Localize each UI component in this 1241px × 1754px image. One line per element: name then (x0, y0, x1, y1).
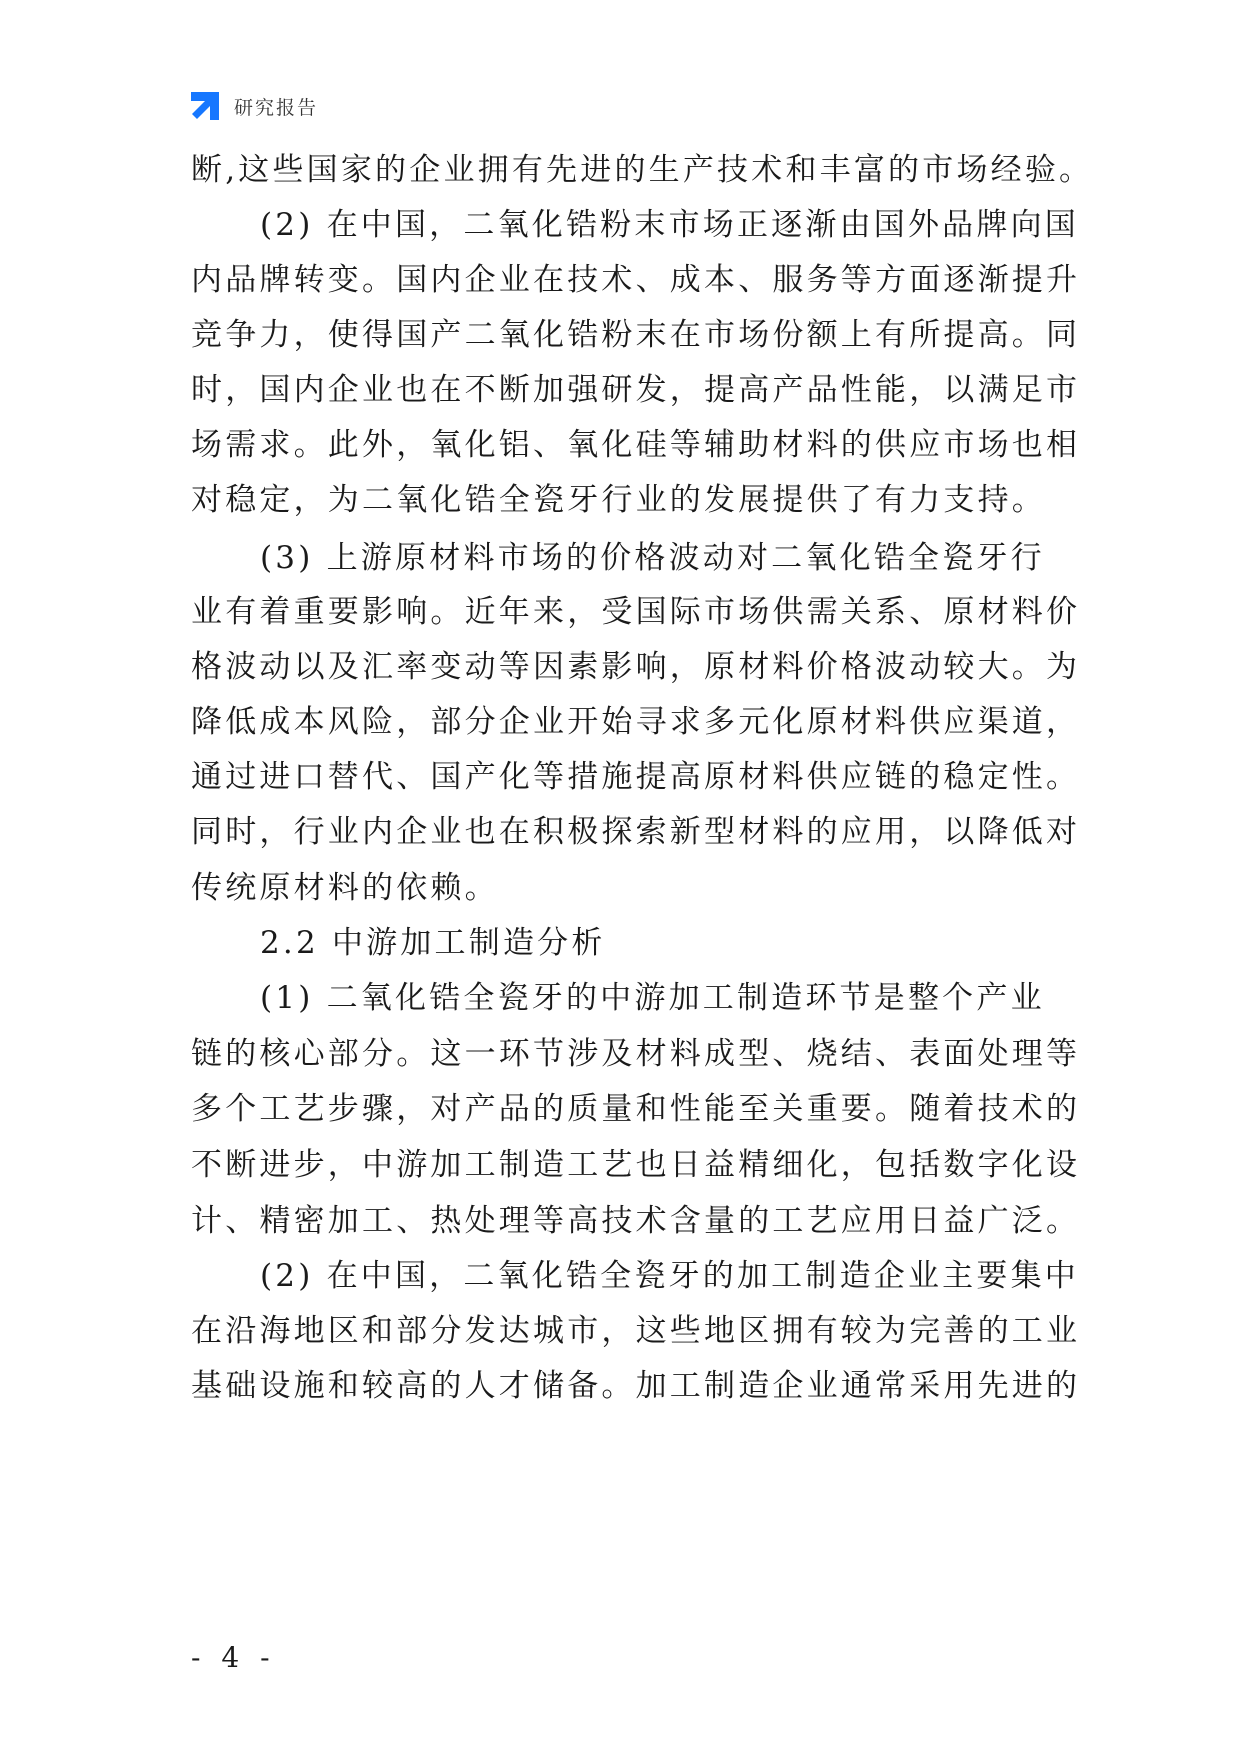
paragraph-line: 链的核心部分。这一环节涉及材料成型、烧结、表面处理等 (191, 1036, 1081, 1072)
page-number: - 4 - (191, 1641, 276, 1674)
paragraph-line: 不断进步，中游加工制造工艺也日益精细化，包括数字化设 (191, 1147, 1081, 1183)
section-heading: 2.2 中游加工制造分析 (260, 925, 606, 961)
paragraph-line: 竞争力，使得国产二氧化锆粉末在市场份额上有所提高。同 (191, 317, 1081, 353)
header-title: 研究报告 (234, 96, 319, 119)
paragraph-line: (1) 二氧化锆全瓷牙的中游加工制造环节是整个产业 (260, 980, 1045, 1016)
paragraph-line: 格波动以及汇率变动等因素影响，原材料价格波动较大。为 (191, 649, 1081, 685)
paragraph-line: 传统原材料的依赖。 (191, 870, 499, 906)
paragraph-line: 场需求。此外，氧化铝、氧化硅等辅助材料的供应市场也相 (191, 427, 1081, 463)
paragraph-line: 基础设施和较高的人才储备。加工制造企业通常采用先进的 (191, 1368, 1081, 1404)
report-header (188, 88, 318, 124)
paragraph-line: (2) 在中国，二氧化锆全瓷牙的加工制造企业主要集中 (260, 1258, 1079, 1294)
paragraph-line: 对稳定，为二氧化锆全瓷牙行业的发展提供了有力支持。 (191, 482, 1046, 518)
paragraph-line: 通过进口替代、国产化等措施提高原材料供应链的稳定性。 (191, 759, 1081, 795)
paragraph-line: 内品牌转变。国内企业在技术、成本、服务等方面逐渐提升 (191, 262, 1081, 298)
paragraph-line: 多个工艺步骤，对产品的质量和性能至关重要。随着技术的 (191, 1091, 1081, 1127)
paragraph-line: 在沿海地区和部分发达城市，这些地区拥有较为完善的工业 (191, 1313, 1081, 1349)
paragraph-line: 时，国内企业也在不断加强研发，提高产品性能，以满足市 (191, 372, 1081, 408)
paragraph-line: (2) 在中国，二氧化锆粉末市场正逐渐由国外品牌向国 (260, 207, 1079, 243)
paragraph-line: 同时，行业内企业也在积极探索新型材料的应用，以降低对 (191, 814, 1081, 850)
paragraph-line: 业有着重要影响。近年来，受国际市场供需关系、原材料价 (191, 594, 1081, 630)
arrow-up-right-icon (188, 89, 222, 123)
paragraph-line: 降低成本风险，部分企业开始寻求多元化原材料供应渠道， (191, 704, 1081, 740)
paragraph-line: (3) 上游原材料市场的价格波动对二氧化锆全瓷牙行 (260, 540, 1045, 576)
paragraph-line: 断,这些国家的企业拥有先进的生产技术和丰富的市场经验。 (191, 152, 1094, 188)
paragraph-line: 计、精密加工、热处理等高技术含量的工艺应用日益广泛。 (191, 1203, 1081, 1239)
